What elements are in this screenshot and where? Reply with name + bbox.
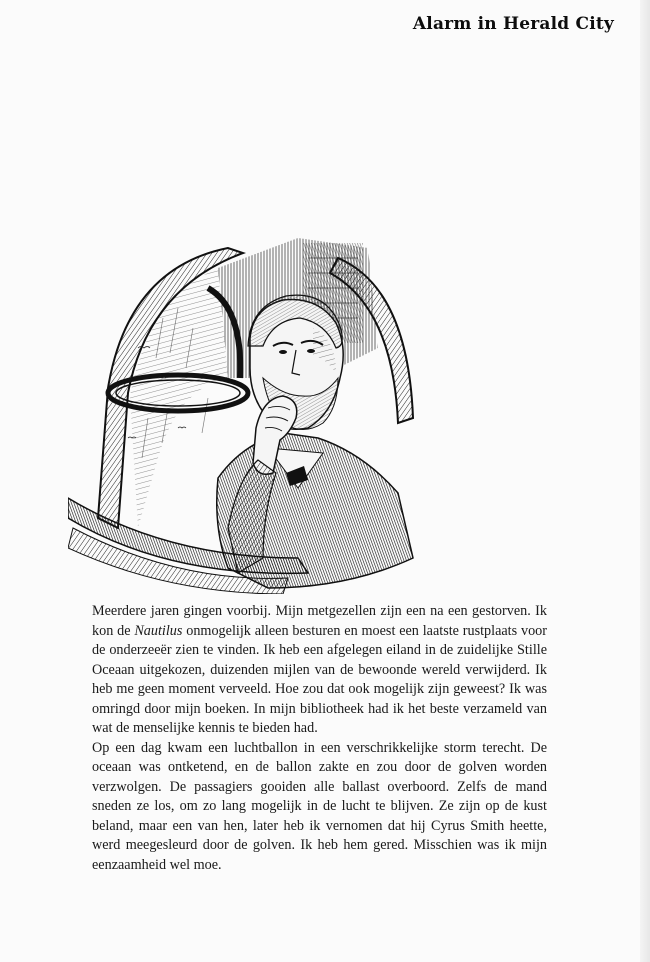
- engraving-svg: [68, 228, 426, 594]
- portrait-illustration: [68, 228, 426, 594]
- ship-name: Nautilus: [134, 622, 183, 639]
- paragraph-1: Meerdere jaren gingen voorbij. Mijn metgezellen zijn een na een gestorven. Ik kon de Nautilus onmogelijk alleen besturen en moest een laatste rustplaats voor de onderzeeër zien te vinden. Ik heb een afgelegen eiland in de zuidelijke Stille Oceaan uitgekozen, duizenden mijlen van de bewoonde wereld verwijderd. Ik heb me geen moment verveeld. Hoe zou dat ook mogelijk zijn geweest? Ik was omringd door mijn boeken. In mijn bibliotheek had ik het beste verzameld van wat de menselijke kennis te bieden had.: [92, 603, 547, 736]
- page-title: Alarm in Herald City: [412, 14, 614, 34]
- eye-left: [279, 350, 287, 354]
- eye-right: [307, 349, 315, 353]
- paragraph-2: Op een dag kwam een luchtballon in een verschrikkelijke storm terecht. De oceaan was ontketend, en de ballon zakte en zou door de golven worden verzwolgen. De passagiers gooiden alle ballast overboord. Zelfs de mand sneden ze los, om zo lang mogelijk in de lucht te blijven. Ze zijn op de kust beland, maar een van hen, later heb ik vernomen dat hij Cyrus Smith heette, werd meegesleurd door de golven. Ik heb hem gered. Misschien was ik mijn eenzaamheid wel moe.: [92, 739, 547, 873]
- body-text: [92, 602, 547, 875]
- page-edge: [640, 0, 650, 962]
